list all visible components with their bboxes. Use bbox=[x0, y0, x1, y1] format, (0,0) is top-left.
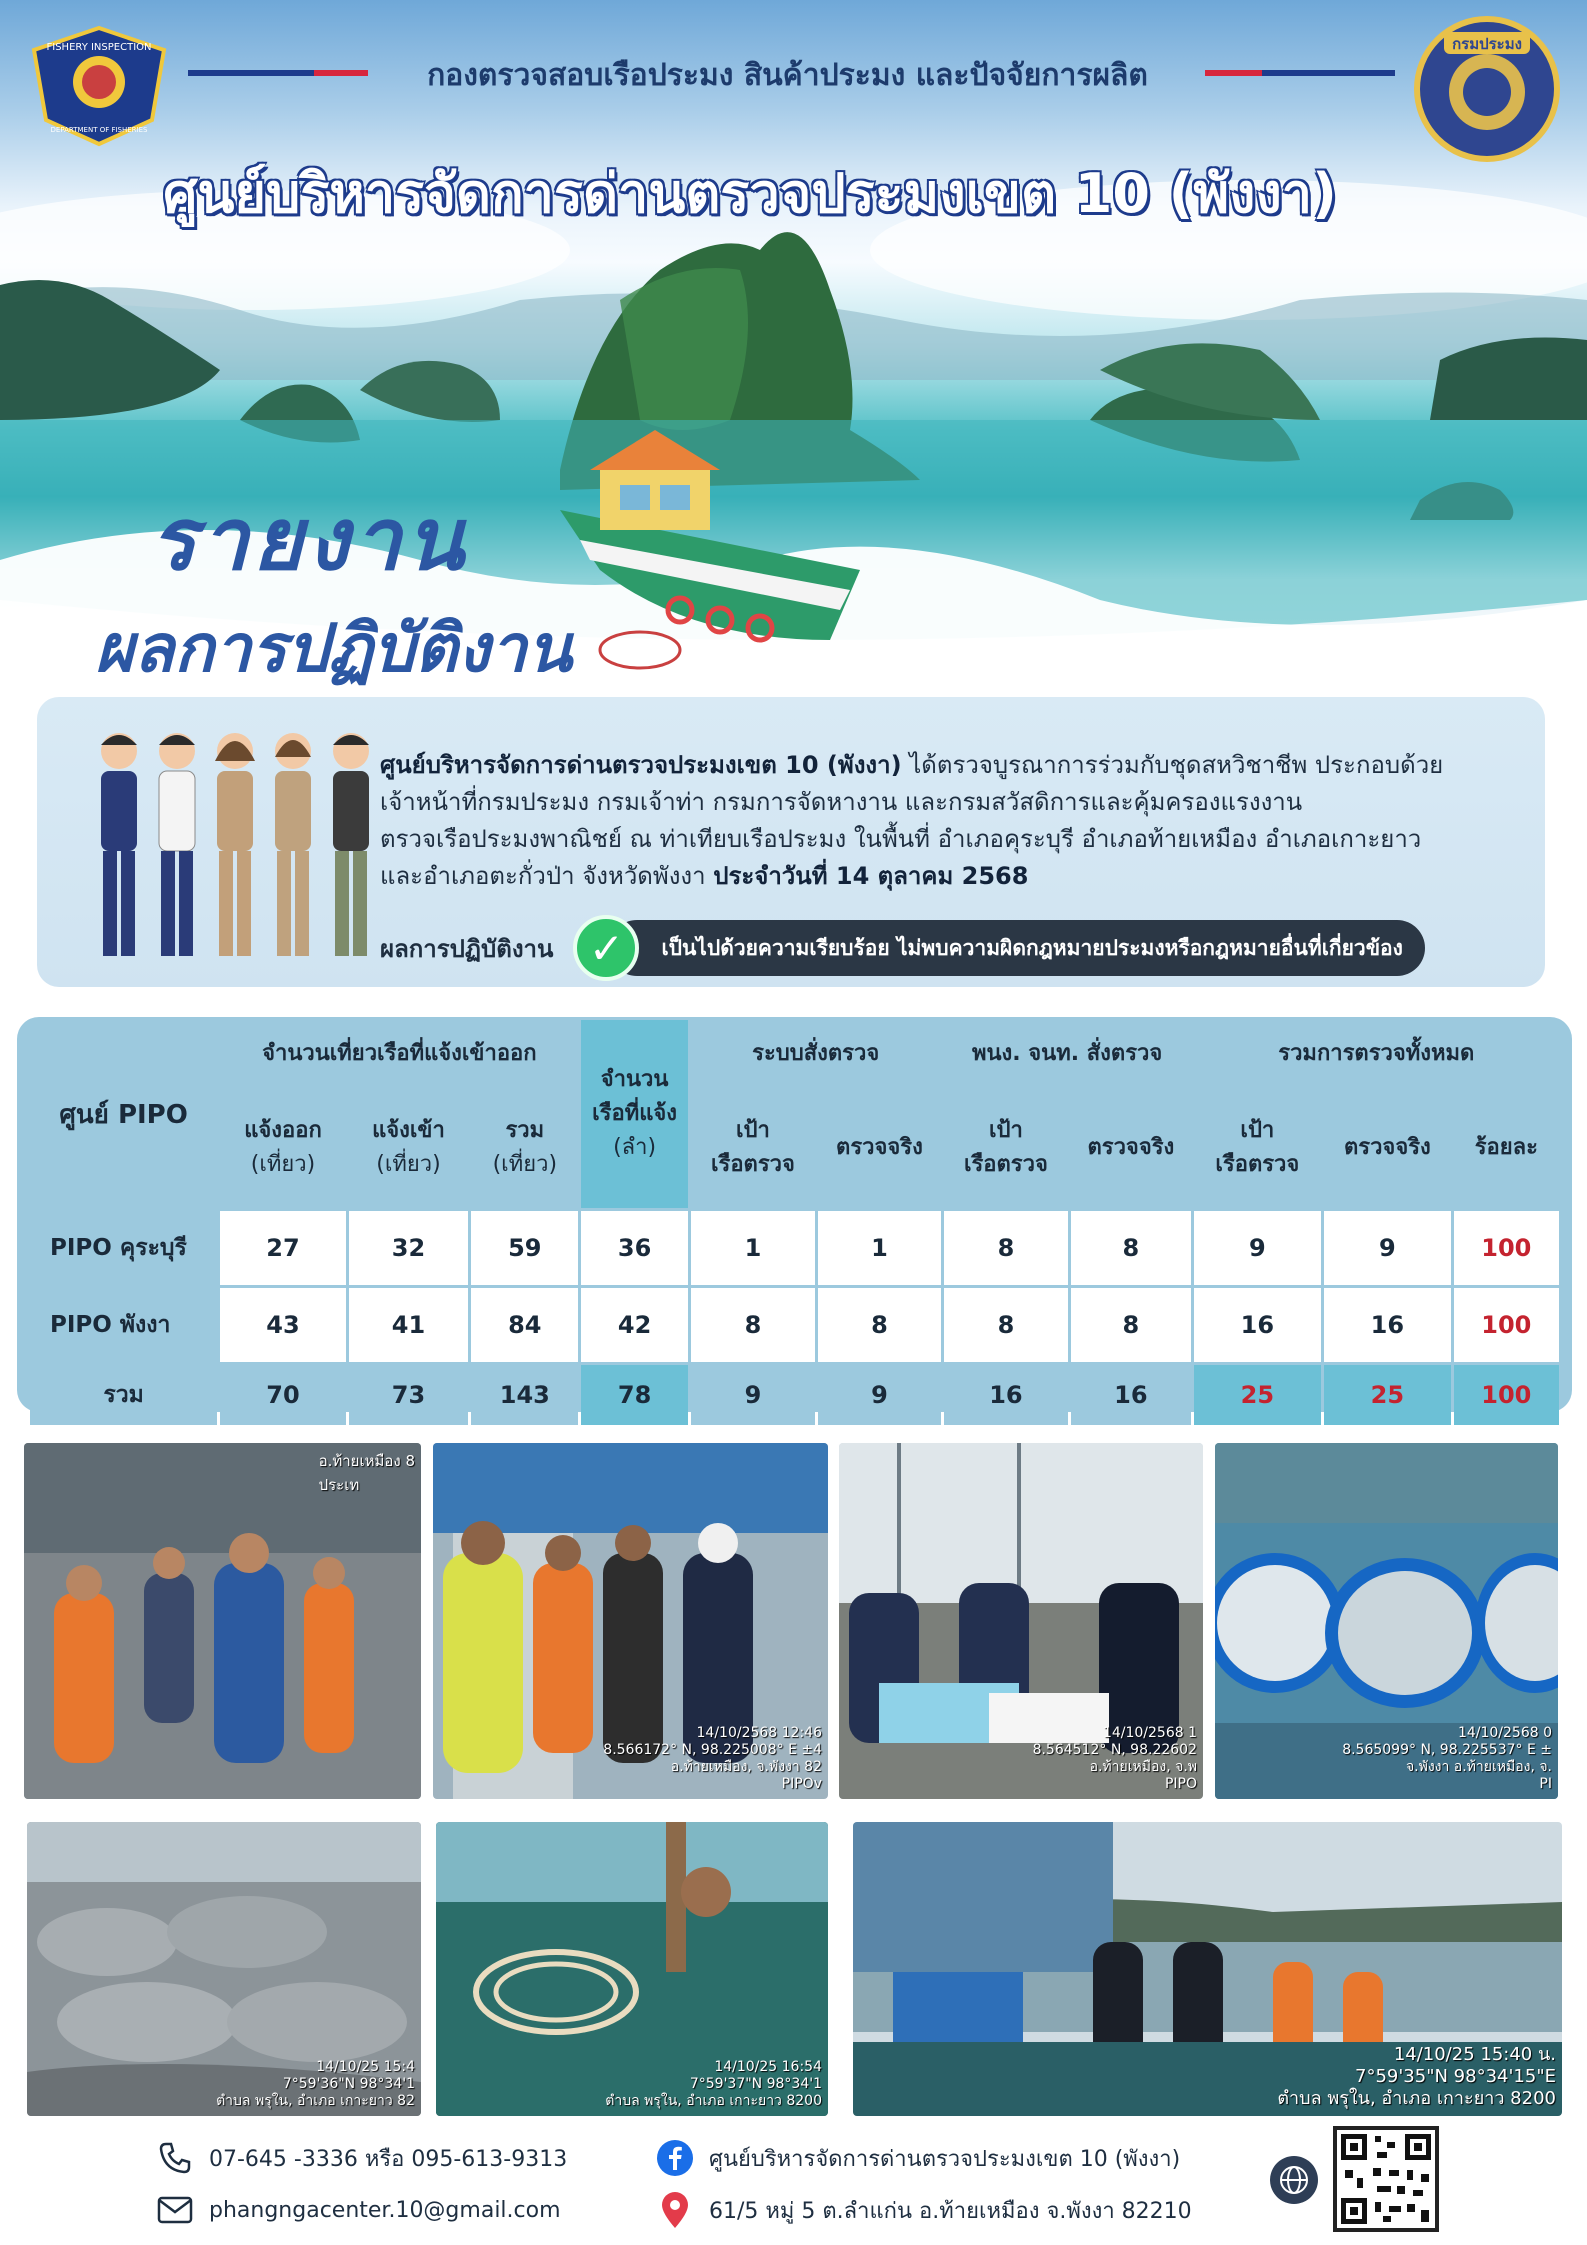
header-total-group: รวมการตรวจทั้งหมด bbox=[1194, 1020, 1559, 1085]
header-officer-target: เป้า เรือตรวจ bbox=[944, 1088, 1068, 1208]
total-system-actual: 9 bbox=[818, 1365, 940, 1425]
header-officer-actual: ตรวจจริง bbox=[1071, 1088, 1190, 1208]
cell-vessels: 36 bbox=[581, 1211, 687, 1285]
cell-system-target: 1 bbox=[691, 1211, 815, 1285]
total-total-actual: 25 bbox=[1324, 1365, 1451, 1425]
footer-phone bbox=[155, 2138, 567, 2178]
inspection-statistics-table bbox=[27, 1017, 1562, 1428]
photo-timestamp: 14/10/2568 0 8.565099° N, 98.225537° E ± จ.พังงา อ.ท้ายเหมือง, จ. PI bbox=[1342, 1725, 1552, 1792]
header-trips-group: จำนวนเที่ยวเรือที่แจ้งเข้าออก bbox=[220, 1020, 578, 1085]
cell-officer-actual: 8 bbox=[1071, 1288, 1190, 1362]
result-text: เป็นไปด้วยความเรียบร้อย ไม่พบความผิดกฎหมายประมงหรือกฎหมายอื่นที่เกี่ยวข้อง bbox=[609, 920, 1425, 976]
cell-total-target: 9 bbox=[1194, 1211, 1322, 1285]
row-name: PIPO คุระบุรี bbox=[30, 1211, 217, 1285]
total-row-name: รวม bbox=[30, 1365, 217, 1425]
cell-sum: 59 bbox=[471, 1211, 578, 1285]
cell-percent: 100 bbox=[1454, 1211, 1559, 1285]
cell-total-target: 16 bbox=[1194, 1288, 1322, 1362]
header-out: แจ้งออก (เที่ยว) bbox=[220, 1088, 346, 1208]
logo-left-text: FISHERY INSPECTION bbox=[46, 42, 152, 53]
photo-crew-check bbox=[433, 1443, 828, 1799]
header-vessels-l1: จำนวน bbox=[600, 1067, 669, 1092]
result-row bbox=[380, 915, 1425, 981]
footer-facebook bbox=[655, 2138, 1180, 2178]
photo-timestamp: 14/10/25 15:40 น. 7°59'35"N 98°34'15"E ตำบล พรุใน, อำเภอ เกาะยาว 8200 bbox=[1277, 2044, 1556, 2109]
header-system-group: ระบบสั่งตรวจ bbox=[691, 1020, 941, 1085]
cell-system-actual: 1 bbox=[818, 1211, 940, 1285]
cell-officer-target: 8 bbox=[944, 1288, 1068, 1362]
header-system-actual: ตรวจจริง bbox=[818, 1088, 940, 1208]
table-corner-header: ศูนย์ PIPO bbox=[30, 1020, 217, 1208]
header-total-actual: ตรวจจริง bbox=[1324, 1088, 1451, 1208]
cell-in: 32 bbox=[349, 1211, 468, 1285]
department-title: กองตรวจสอบเรือประมง สินค้าประมง และปัจจัยการผลิต bbox=[427, 58, 1148, 93]
cell-officer-actual: 8 bbox=[1071, 1211, 1190, 1285]
header-vessels-l3: (ลำ) bbox=[613, 1135, 657, 1160]
logo-right-text: กรมประมง bbox=[1452, 35, 1522, 53]
officers-illustration bbox=[89, 711, 389, 971]
info-lead: ศูนย์บริหารจัดการด่านตรวจประมงเขต 10 (พังงา) bbox=[380, 751, 902, 779]
header-officer-group: พนง. จนท. สั่งตรวจ bbox=[944, 1020, 1191, 1085]
email-text[interactable]: phangngacenter.10@gmail.com bbox=[209, 2197, 561, 2223]
total-system-target: 9 bbox=[691, 1365, 815, 1425]
cell-total-actual: 9 bbox=[1324, 1211, 1451, 1285]
photo-timestamp: 14/10/25 16:54 7°59'37"N 98°34'1 ตำบล พรุใน, อำเภอ เกาะยาว 8200 bbox=[605, 2059, 822, 2109]
cell-system-actual: 8 bbox=[818, 1288, 940, 1362]
fishery-inspection-logo bbox=[24, 20, 174, 150]
department-of-fisheries-seal bbox=[1412, 14, 1562, 164]
total-vessels: 78 bbox=[581, 1365, 687, 1425]
address-text: 61/5 หมู่ 5 ต.ลำแก่น อ.ท้ายเหมือง จ.พังงา 82210 bbox=[709, 2198, 1192, 2224]
facebook-icon bbox=[655, 2138, 695, 2178]
total-officer-actual: 16 bbox=[1071, 1365, 1190, 1425]
cell-in: 41 bbox=[349, 1288, 468, 1362]
table-row bbox=[30, 1211, 1559, 1285]
total-in: 73 bbox=[349, 1365, 468, 1425]
photo-timestamp: 14/10/25 15:4 7°59'36"N 98°34'1 ตำบล พรุใน, อำเภอ เกาะยาว 82 bbox=[216, 2059, 415, 2109]
info-line1: ได้ตรวจบูรณาการร่วมกับชุดสหวิชาชีพ ประกอบด้วย bbox=[901, 751, 1444, 779]
header-total-target: เป้า เรือตรวจ bbox=[1194, 1088, 1322, 1208]
info-line3: ตรวจเรือประมงพาณิชย์ ณ ท่าเทียบเรือประมง ในพื้นที่ อำเภอคุระบุรี อำเภอท้ายเหมือง อำเภอเกาะยาว bbox=[380, 825, 1422, 853]
total-officer-target: 16 bbox=[944, 1365, 1068, 1425]
info-card bbox=[37, 697, 1545, 987]
header-rule-right bbox=[1205, 70, 1395, 76]
photo-catch-barrels bbox=[1215, 1443, 1558, 1799]
cell-out: 27 bbox=[220, 1211, 346, 1285]
cell-out: 43 bbox=[220, 1288, 346, 1362]
header-vessels bbox=[581, 1020, 687, 1208]
header-rule-left bbox=[188, 70, 368, 76]
facebook-text[interactable]: ศูนย์บริหารจัดการด่านตรวจประมงเขต 10 (พังงา) bbox=[709, 2146, 1181, 2172]
total-total-target: 25 bbox=[1194, 1365, 1322, 1425]
cell-sum: 84 bbox=[471, 1288, 578, 1362]
globe-icon bbox=[1270, 2156, 1318, 2204]
info-line2: เจ้าหน้าที่กรมประมง กรมเจ้าท่า กรมการจัดหางาน และกรมสวัสดิการและคุ้มครองแรงงาน bbox=[380, 788, 1303, 816]
photo-timestamp: 14/10/2568 1 8.564512° N, 98.22602 อ.ท้ายเหมือง, จ.พ PIPO bbox=[1032, 1725, 1197, 1792]
check-icon: ✓ bbox=[573, 915, 639, 981]
photo-vessel-deck bbox=[853, 1822, 1562, 2116]
info-date: ประจำวันที่ 14 ตุลาคม 2568 bbox=[713, 862, 1029, 890]
photo-timestamp: 14/10/2568 12:46 8.566172° N, 98.225008° E ±4 อ.ท้ายเหมือง, จ.พังงา 82 PIPOv bbox=[603, 1725, 822, 1792]
cell-officer-target: 8 bbox=[944, 1211, 1068, 1285]
photo-document-check bbox=[839, 1443, 1203, 1799]
header-sum: รวม (เที่ยว) bbox=[471, 1088, 578, 1208]
report-title: รายงาน bbox=[150, 489, 468, 590]
cell-total-actual: 16 bbox=[1324, 1288, 1451, 1362]
table-total-row bbox=[30, 1365, 1559, 1425]
total-sum: 143 bbox=[471, 1365, 578, 1425]
phone-icon bbox=[155, 2138, 195, 2178]
mail-icon bbox=[155, 2190, 195, 2230]
info-line4: และอำเภอตะกั่วป่า จังหวัดพังงา bbox=[380, 862, 714, 890]
header-in: แจ้งเข้า (เที่ยว) bbox=[349, 1088, 468, 1208]
photo-caption: อ.ท้ายเหมือง 8 ประเท bbox=[318, 1452, 415, 1494]
cell-vessels: 42 bbox=[581, 1288, 687, 1362]
info-paragraph bbox=[380, 747, 1530, 895]
footer-address bbox=[655, 2190, 1192, 2230]
footer-email bbox=[155, 2190, 561, 2230]
row-name: PIPO พังงา bbox=[30, 1288, 217, 1362]
cell-percent: 100 bbox=[1454, 1288, 1559, 1362]
photo-pier-inspection bbox=[24, 1443, 421, 1799]
location-pin-icon bbox=[655, 2190, 695, 2230]
total-out: 70 bbox=[220, 1365, 346, 1425]
table-row bbox=[30, 1288, 1559, 1362]
phone-text: 07-645 -3336 หรือ 095-613-9313 bbox=[209, 2146, 568, 2172]
header-system-target: เป้า เรือตรวจ bbox=[691, 1088, 815, 1208]
photo-fish-baskets bbox=[27, 1822, 421, 2116]
report-subtitle: ผลการปฏิบัติงาน bbox=[95, 609, 572, 687]
statistics-panel bbox=[17, 1017, 1572, 1412]
qr-code[interactable] bbox=[1333, 2126, 1439, 2232]
total-percent: 100 bbox=[1454, 1365, 1559, 1425]
header-vessels-l2: เรือที่แจ้ง bbox=[592, 1101, 678, 1126]
result-label: ผลการปฏิบัติงาน bbox=[380, 934, 554, 963]
cell-system-target: 8 bbox=[691, 1288, 815, 1362]
logo-left-sub: DEPARTMENT OF FISHERIES bbox=[50, 126, 148, 134]
header-percent: ร้อยละ bbox=[1454, 1088, 1559, 1208]
center-title: ศูนย์บริหารจัดการด่านตรวจประมงเขต 10 (พังงา) bbox=[163, 162, 1337, 225]
photo-fishing-net bbox=[436, 1822, 828, 2116]
hero-banner bbox=[0, 0, 1587, 690]
